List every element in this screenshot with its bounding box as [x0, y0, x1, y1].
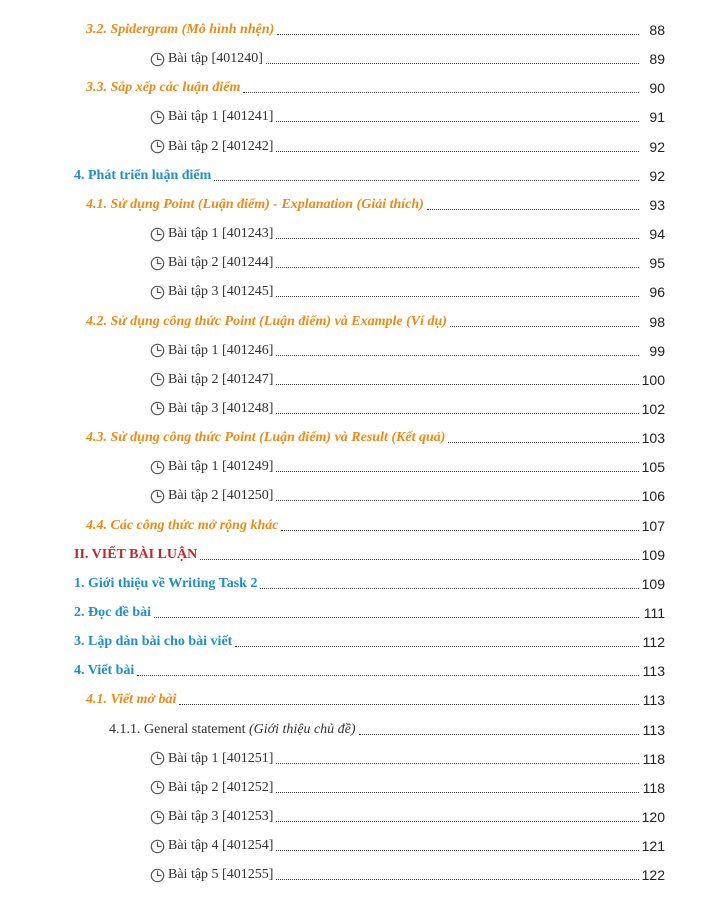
dot-leader: [276, 121, 639, 122]
toc-page-number: 105: [641, 459, 665, 476]
toc-exercise-entry[interactable]: [0, 367, 727, 389]
toc-page-number: 112: [642, 634, 665, 651]
toc-exercise-entry[interactable]: [0, 46, 727, 68]
toc-entry-label: [86, 21, 274, 39]
toc-section-entry[interactable]: [0, 75, 727, 97]
toc-section-entry[interactable]: [0, 17, 727, 39]
toc-entry-label: [74, 633, 232, 651]
toc-entry-text: 2. Đọc đề bài: [74, 605, 151, 620]
toc-section-entry[interactable]: [0, 658, 727, 680]
dot-leader: [359, 734, 639, 735]
toc-page-number: 109: [641, 575, 665, 592]
clock-icon: [150, 139, 165, 154]
toc-page-number: 113: [642, 692, 665, 709]
toc-entry-text: Bài tập 2 [401252]: [168, 779, 274, 795]
clock-icon: [150, 256, 165, 271]
toc-entry-label: [86, 517, 278, 535]
toc-entry-label: [150, 342, 273, 360]
toc-entry-text: Bài tập [401240]: [168, 51, 263, 67]
toc-page-number: 118: [642, 750, 665, 767]
toc-entry-text: Bài tập 1 [401241]: [168, 109, 274, 125]
toc-entry-text: Bài tập 1 [401246]: [168, 342, 274, 358]
toc-page-number: 122: [641, 867, 665, 884]
clock-icon: [150, 343, 165, 358]
toc-exercise-entry[interactable]: [0, 250, 727, 272]
dot-leader: [276, 850, 639, 851]
dot-leader: [276, 879, 639, 880]
toc-entry-label: [150, 283, 273, 301]
toc-entry-text: 4.1. Sử dụng Point (Luận điểm) - Explanation (Giải thích): [86, 196, 424, 212]
toc-exercise-entry[interactable]: [0, 862, 727, 884]
toc-entry-text: II. VIẾT BÀI LUẬN: [74, 546, 198, 562]
toc-page-number: 106: [641, 488, 665, 505]
toc-page-number: 118: [642, 779, 665, 796]
toc-page-number: 99: [649, 342, 665, 359]
dot-leader: [235, 646, 639, 647]
toc-exercise-entry[interactable]: [0, 134, 727, 156]
toc-entry-label: [74, 575, 257, 593]
toc-page-number: 111: [643, 605, 665, 621]
toc-page-number: 107: [641, 517, 665, 534]
dot-leader: [137, 675, 639, 676]
toc-entry-label: [86, 691, 176, 709]
toc-section-entry[interactable]: [0, 717, 727, 739]
toc-entry-label: [150, 138, 273, 156]
dot-leader: [154, 617, 639, 618]
toc-page-number: 113: [642, 663, 665, 680]
toc-page-number: 94: [649, 226, 665, 243]
toc-entry-text: 3. Lập dàn bài cho bài viết: [74, 634, 233, 650]
toc-exercise-entry[interactable]: [0, 483, 727, 505]
toc-exercise-entry[interactable]: [0, 775, 727, 797]
toc-entry-text: 4. Viết bài: [74, 663, 135, 679]
dot-leader: [214, 180, 639, 181]
toc-section-entry[interactable]: [0, 629, 727, 651]
toc-entry-label: [150, 779, 273, 797]
toc-entry-label: [150, 750, 273, 768]
toc-entry-text: Bài tập 1 [401251]: [168, 750, 274, 766]
toc-entry-text: 4.3. Sử dụng công thức Point (Luận điểm) và Result (Kết quả): [86, 430, 446, 446]
toc-section-entry[interactable]: [0, 163, 727, 185]
toc-entry-text: 1. Giới thiệu về Writing Task 2: [74, 575, 258, 591]
clock-icon: [150, 285, 165, 300]
toc-entry-text: 4.1. Viết mở bài: [86, 692, 177, 708]
clock-icon: [150, 460, 165, 475]
toc-exercise-entry[interactable]: [0, 746, 727, 768]
toc-entry-text: Bài tập 2 [401250]: [168, 488, 274, 504]
dot-leader: [276, 821, 639, 822]
toc-entry-text: Bài tập 5 [401255]: [168, 867, 274, 883]
dot-leader: [276, 355, 639, 356]
toc-entry-text: 4.1.1. General statement: [109, 721, 249, 737]
toc-entry-text: Bài tập 1 [401243]: [168, 226, 274, 242]
toc-entry-text: 3.3. Sắp xếp các luận điểm: [86, 80, 241, 96]
toc-section-entry[interactable]: [0, 309, 727, 331]
toc-page-number: 92: [649, 167, 665, 184]
dot-leader: [277, 34, 639, 35]
toc-exercise-entry[interactable]: [0, 804, 727, 826]
toc-section-entry[interactable]: [0, 600, 727, 622]
toc-entry-label: [150, 458, 273, 476]
toc-entry-label: [150, 108, 273, 126]
toc-entry-text: 4. Phát triển luận điểm: [74, 167, 212, 183]
toc-page-number: 93: [649, 196, 665, 213]
toc-entry-label: [74, 604, 151, 622]
toc-entry-label: [74, 546, 197, 564]
toc-entry-label: [150, 371, 273, 389]
toc-page-number: 113: [642, 721, 665, 738]
toc-entry-text: 4.2. Sử dụng công thức Point (Luận điểm) và Example (Ví dụ): [86, 313, 447, 329]
toc-entry-label: [150, 225, 273, 243]
toc-chapter-entry[interactable]: [0, 542, 727, 564]
toc-entry-text: Bài tập 2 [401242]: [168, 138, 274, 154]
toc-page-number: 98: [649, 313, 665, 330]
dot-leader: [276, 267, 639, 268]
clock-icon: [150, 52, 165, 67]
clock-icon: [150, 751, 165, 766]
toc-entry-text: Bài tập 2 [401247]: [168, 371, 274, 387]
dot-leader: [276, 471, 639, 472]
toc-section-entry[interactable]: [0, 687, 727, 709]
toc-entry-text: Bài tập 1 [401249]: [168, 459, 274, 475]
toc-entry-label: [150, 837, 273, 855]
toc-entry-label: [150, 866, 273, 884]
dot-leader: [276, 413, 639, 414]
toc-page-number: 95: [649, 255, 665, 272]
toc-page-number: 102: [641, 400, 665, 417]
dot-leader: [276, 151, 639, 152]
clock-icon: [150, 489, 165, 504]
toc-exercise-entry[interactable]: [0, 104, 727, 126]
toc-exercise-entry[interactable]: [0, 396, 727, 418]
dot-leader: [276, 296, 639, 297]
dot-leader: [281, 530, 639, 531]
toc-entry-text: 3.2. Spidergram (Mô hình nhện): [86, 22, 275, 37]
dot-leader: [448, 442, 639, 443]
toc-entry-text: Bài tập 3 [401245]: [168, 284, 274, 300]
dot-leader: [276, 792, 639, 793]
toc-entry-label: [86, 429, 445, 447]
toc-entry-label: [86, 313, 447, 331]
toc-exercise-entry[interactable]: [0, 833, 727, 855]
toc-entry-label: [150, 50, 263, 68]
toc-exercise-entry[interactable]: [0, 279, 727, 301]
toc-page-number: 89: [649, 51, 665, 68]
toc-page-number: 120: [641, 809, 665, 826]
toc-page-number: 96: [649, 284, 665, 301]
toc-entry-text: Bài tập 3 [401253]: [168, 809, 274, 825]
toc-entry-label: [86, 79, 240, 97]
toc-entry-label: [74, 167, 211, 185]
toc-page-number: 90: [649, 80, 665, 97]
toc-entry-text-italic: (Giới thiệu chủ đề): [248, 721, 356, 737]
toc-page-number: 109: [641, 546, 665, 563]
toc-page-number: 88: [649, 22, 665, 38]
toc-entry-label: [150, 808, 273, 826]
toc-entry-text: Bài tập 3 [401248]: [168, 400, 274, 416]
toc-entry-label: [74, 662, 134, 680]
toc-entry-text: 4.4. Các công thức mở rộng khác: [86, 517, 279, 533]
toc-entry-text: Bài tập 4 [401254]: [168, 838, 274, 854]
toc-exercise-entry[interactable]: [0, 221, 727, 243]
toc-entry-label: [109, 721, 356, 739]
clock-icon: [150, 110, 165, 125]
clock-icon: [150, 401, 165, 416]
toc-section-entry[interactable]: [0, 571, 727, 593]
dot-leader: [276, 500, 639, 501]
dot-leader: [243, 92, 639, 93]
toc-entry-label: [150, 254, 273, 272]
dot-leader: [179, 704, 639, 705]
toc-page-number: 121: [641, 838, 665, 855]
toc-section-entry[interactable]: [0, 192, 727, 214]
toc-exercise-entry[interactable]: [0, 454, 727, 476]
toc-entry-label: [86, 196, 424, 214]
toc-page-number: 91: [649, 109, 665, 126]
dot-leader: [450, 326, 639, 327]
toc-entry-label: [150, 487, 273, 505]
clock-icon: [150, 372, 165, 387]
dot-leader: [260, 588, 639, 589]
dot-leader: [427, 209, 639, 210]
dot-leader: [200, 559, 639, 560]
toc-exercise-entry[interactable]: [0, 338, 727, 360]
clock-icon: [150, 868, 165, 883]
toc-page-number: 103: [641, 430, 665, 447]
toc-entry-text: Bài tập 2 [401244]: [168, 255, 274, 271]
toc-entry-label: [150, 400, 273, 418]
dot-leader: [266, 63, 639, 64]
dot-leader: [276, 238, 639, 239]
dot-leader: [276, 384, 639, 385]
clock-icon: [150, 839, 165, 854]
clock-icon: [150, 810, 165, 825]
toc-section-entry[interactable]: [0, 513, 727, 535]
toc-section-entry[interactable]: [0, 425, 727, 447]
clock-icon: [150, 227, 165, 242]
toc-page-number: 100: [641, 371, 665, 388]
dot-leader: [276, 763, 639, 764]
clock-icon: [150, 780, 165, 795]
toc-page-number: 92: [649, 138, 665, 155]
